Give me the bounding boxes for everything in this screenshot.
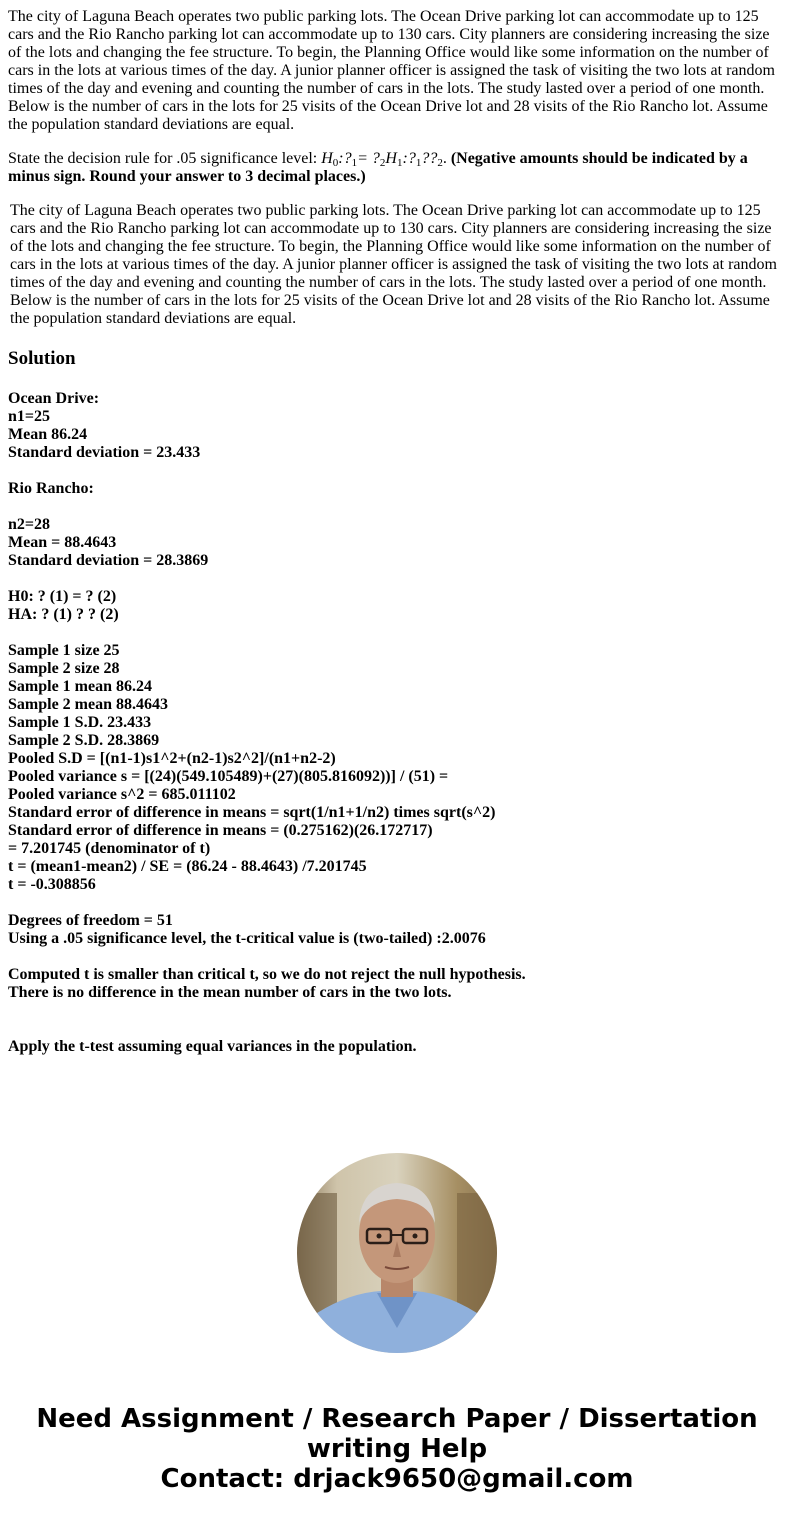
h0-eq: = ? (357, 150, 380, 167)
solution-line: Sample 1 S.D. 23.433 (8, 714, 152, 731)
solution-heading: Solution (8, 348, 76, 369)
solution-line (8, 1020, 786, 1038)
question-repeat: The city of Laguna Beach operates two public parking lots. The Ocean Drive parking lot can accommodate up to 125 cars and the Rio Rancho parking lot can accommodate up to 130 cars. City planners are considering increasing the size of the lots and changing the fee structure. To begin, the Planning Office would like some information on the number of cars in the lots at various times of the day. A junior planner officer is assigned the task of visiting the two lots at random times of the day and evening and counting the number of cars in the lots. The study lasted over a period of one month. Below is the number of cars in the lots for 25 visits of the Ocean Drive lot and 28 visits of the Rio Rancho lot. Assume the population standard deviations are equal. (10, 202, 777, 327)
solution-line: Standard error of difference in means = (0.275162)(26.172717) (8, 822, 433, 839)
solution-line (8, 462, 786, 480)
solution-line (8, 570, 786, 588)
h1-neq: ?? (421, 150, 438, 167)
h0-sub: 0 (332, 157, 339, 169)
h0-mu1-sub: 1 (351, 157, 358, 169)
solution-line: Degrees of freedom = 51 (8, 912, 173, 929)
h1-mu1-sub: 1 (415, 157, 422, 169)
solution-line: Standard deviation = 23.433 (8, 444, 201, 461)
solution-line (8, 498, 786, 516)
solution-line: n2=28 (8, 516, 51, 533)
solution-line: Mean = 88.4643 (8, 534, 117, 551)
solution-line: HA: ? (1) ? ? (2) (8, 606, 119, 623)
solution-line: Computed t is smaller than critical t, so we do not reject the null hypothesis. (8, 966, 526, 983)
solution-line: Standard deviation = 28.3869 (8, 552, 209, 569)
h1-mu2-sub: 2 (437, 157, 443, 169)
solution-body (8, 390, 786, 1056)
solution-line: Sample 1 size 25 (8, 642, 120, 659)
footer-line-2: writing Help (306, 1434, 488, 1464)
solution-line (8, 1002, 786, 1020)
solution-line: Pooled variance s = [(24)(549.105489)+(27)(805.816092))] / (51) = (8, 768, 449, 785)
question-intro: The city of Laguna Beach operates two public parking lots. The Ocean Drive parking lot can accommodate up to 125 cars and the Rio Rancho parking lot can accommodate up to 130 cars. City planners are considering increasing the size of the lots and changing the fee structure. To begin, the Planning Office would like some information on the number of cars in the lots at various times of the day. A junior planner officer is assigned the task of visiting the two lots at random times of the day and evening and counting the number of cars in the lots. The study lasted over a period of one month. Below is the number of cars in the lots for 25 visits of the Ocean Drive lot and 28 visits of the Rio Rancho lot. Assume the population standard deviations are equal. (8, 8, 775, 133)
solution-line: t = (mean1-mean2) / SE = (86.24 - 88.4643) /7.201745 (8, 858, 367, 875)
h1-end: . (442, 150, 451, 167)
solution-line: There is no difference in the mean number of cars in the two lots. (8, 984, 452, 1001)
h0-colon: :? (338, 150, 352, 167)
h1-letter: H (385, 150, 397, 167)
h1-sub: 1 (396, 157, 403, 169)
solution-line: Sample 2 mean 88.4643 (8, 696, 168, 713)
h0-letter: H (321, 150, 333, 167)
footer-line-1: Need Assignment / Research Paper / Dissertation (36, 1404, 758, 1434)
h0-mu2-sub: 2 (379, 157, 386, 169)
footer-banner (0, 1404, 794, 1494)
solution-line (8, 894, 786, 912)
footer-contact: Contact: drjack9650@gmail.com (160, 1464, 634, 1494)
decision-instruction: (Negative amounts should be indicated by a minus sign. Round your answer to 3 decimal places.) (8, 150, 748, 185)
h1-colon: :? (402, 150, 416, 167)
solution-line: Standard error of difference in means = sqrt(1/n1+1/n2) times sqrt(s^2) (8, 804, 496, 821)
author-photo (297, 1153, 497, 1353)
solution-line: Pooled variance s^2 = 685.011102 (8, 786, 236, 803)
solution-line: Apply the t-test assuming equal variances in the population. (8, 1038, 417, 1055)
solution-line: Rio Rancho: (8, 480, 94, 497)
solution-line: n1=25 (8, 408, 51, 425)
solution-line: Using a .05 significance level, the t-critical value is (two-tailed) :2.0076 (8, 930, 486, 947)
solution-line (8, 948, 786, 966)
decision-prefix: State the decision rule for .05 significance level: (8, 150, 322, 167)
solution-line: Mean 86.24 (8, 426, 88, 443)
solution-line: = 7.201745 (denominator of t) (8, 840, 211, 857)
solution-line: Sample 1 mean 86.24 (8, 678, 152, 695)
solution-line: Sample 2 size 28 (8, 660, 120, 677)
decision-rule-prompt (8, 150, 786, 186)
solution-line: t = -0.308856 (8, 876, 96, 893)
solution-line: Ocean Drive: (8, 390, 100, 407)
solution-line: H0: ? (1) = ? (2) (8, 588, 117, 605)
solution-line: Pooled S.D = [(n1-1)s1^2+(n2-1)s2^2]/(n1+n2-2) (8, 750, 336, 767)
solution-line: Sample 2 S.D. 28.3869 (8, 732, 160, 749)
solution-line (8, 624, 786, 642)
author-avatar (297, 1153, 497, 1353)
